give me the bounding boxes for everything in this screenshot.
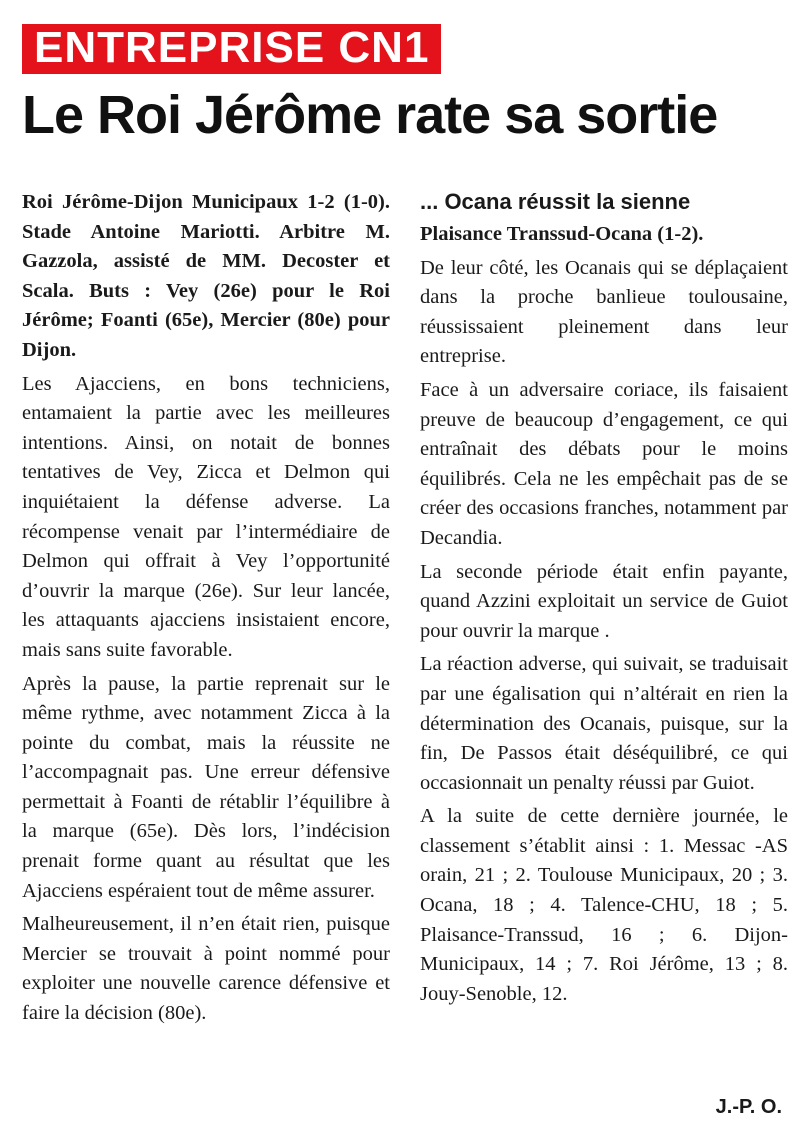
paragraph: Malheureusement, il n’en était rien, puisque Mercier se trouvait à point nommé pour exploiter une nouvelle carence défensive et faire la décision (80e). (22, 913, 390, 1025)
section-label: ENTREPRISE CN1 (22, 24, 441, 74)
match-summary: Roi Jérôme-Dijon Municipaux 1-2 (1-0). Stade Antoine Mariotti. Arbitre M. Gazzola, assisté de MM. Decoster et Scala. Buts : Vey (26e) pour le Roi Jérôme; Foanti (65e), Mercier (80e) pour Dijon. (22, 191, 390, 361)
paragraph: La réaction adverse, qui suivait, se traduisait par une égalisation qui n’altérait en rien la détermination des Ocanais, puisque, sur la fin, De Passos était déséquilibré, ce qui occasionnait un penalty réussi par Guiot. (420, 653, 788, 794)
article-right-column (420, 188, 788, 1013)
paragraph: Face à un adversaire coriace, ils faisaient preuve de beaucoup d’engagement, ce qui entraînait des débats pour le moins équilibrés. Cela ne les empêchait pas de se créer des occasions franches, notamment par Decandia. (420, 378, 788, 549)
article-left-column (22, 188, 390, 1033)
paragraph: De leur côté, les Ocanais qui se déplaçaient dans la proche banlieue toulousaine, réussissaient pleinement dans leur entreprise. (420, 256, 788, 368)
paragraph: A la suite de cette dernière journée, le classement s’établit ainsi : 1. Messac -AS orain, 21 ; 2. Toulouse Municipaux, 20 ; 3. Ocana, 18 ; 4. Talence-CHU, 18 ; 5. Plaisance-Transsud, 16 ; 6. Dijon-Municipaux, 14 ; 7. Roi Jérôme, 13 ; 8. Jouy-Senoble, 12. (420, 805, 788, 1005)
headline: Le Roi Jérôme rate sa sortie (22, 85, 718, 145)
subheading: ... Ocana réussit la sienne (420, 189, 691, 214)
match-summary: Plaisance Transsud-Ocana (1-2). (420, 223, 704, 245)
paragraph: Les Ajacciens, en bons techniciens, entamaient la partie avec les meilleures intentions. Ainsi, on notait de bonnes tentatives de Vey, Zicca et Delmon qui inquiétaient la défense adverse. La récompense venait par l’intermédiaire de Delmon qui offrait à Vey l’opportunité d’ouvrir la marque (26e). Sur leur lancée, les attaquants ajacciens insistaient encore, mais sans suite favorable. (22, 372, 390, 661)
author-signature: J.-P. O. (715, 1096, 782, 1118)
paragraph: La seconde période était enfin payante, quand Azzini exploitait un service de Guiot pour ouvrir la marque . (420, 560, 788, 642)
paragraph: Après la pause, la partie reprenait sur le même rythme, avec notamment Zicca à la pointe du combat, mais la réussite ne l’accompagnait pas. Une erreur défensive permettait à Foanti de rétablir l’équilibre à la marque (65e). Dès lors, l’indécision prenait forme quant au résultat que les Ajacciens espéraient tout de même assurer. (22, 672, 390, 902)
